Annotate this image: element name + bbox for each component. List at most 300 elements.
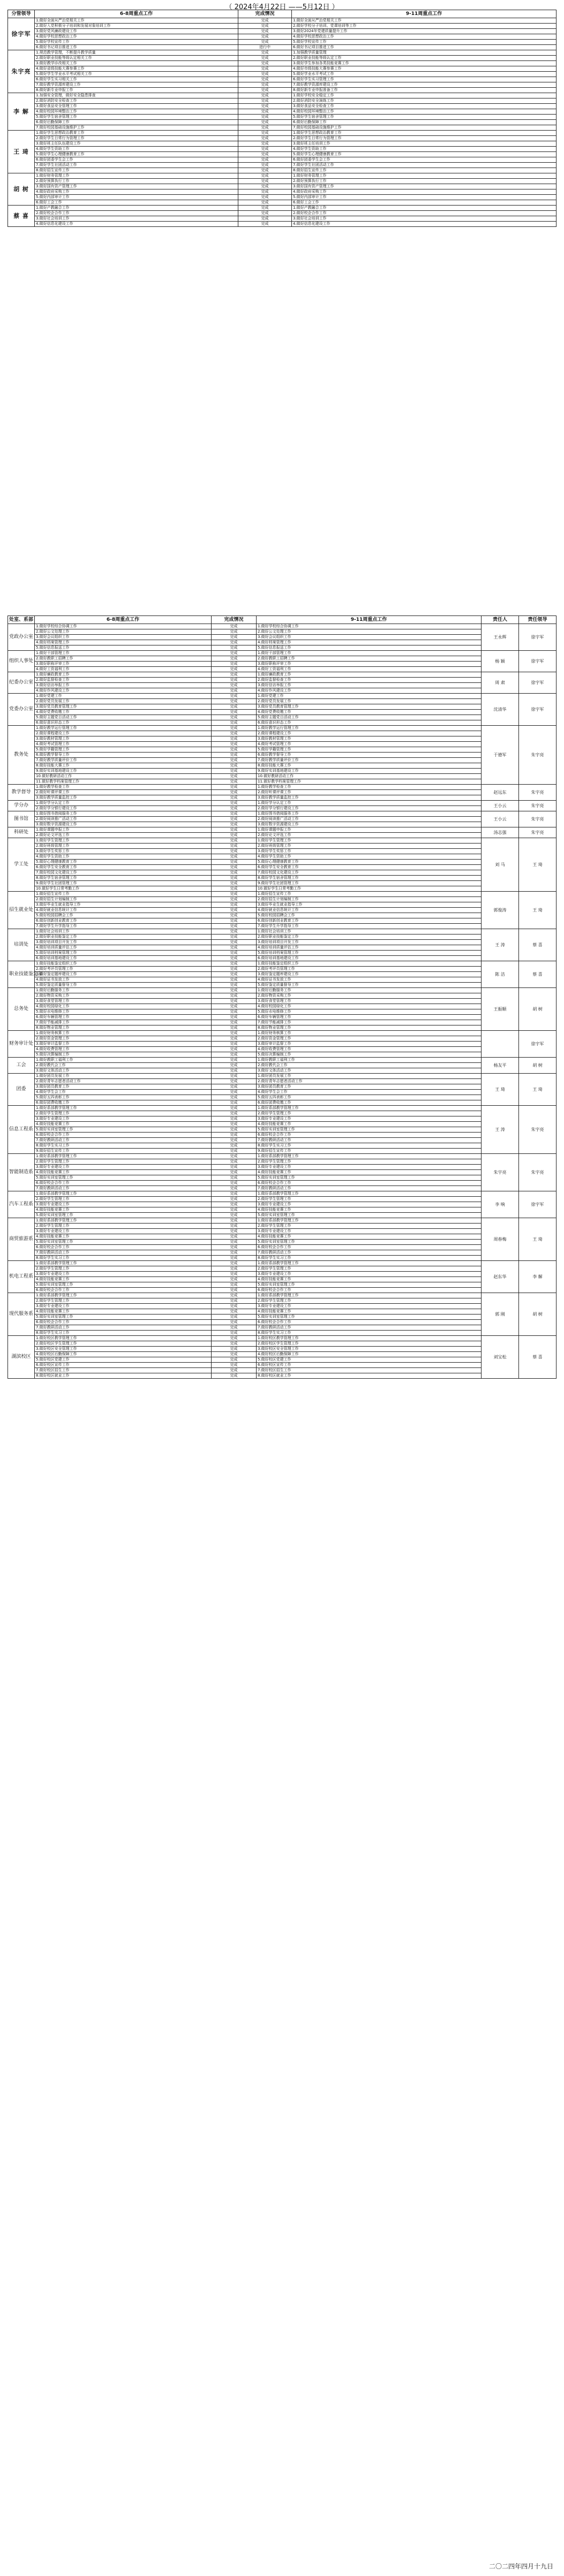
department-name: 纪委办公室 [8, 672, 35, 694]
task-weeks-9-11: 6.做好校企合作工作 [257, 1320, 482, 1325]
task-status: 完成 [212, 785, 257, 790]
task-weeks-6-8: 3.做好审计监督工作 [35, 1042, 212, 1047]
task-weeks-9-11: 7.做好学生升学指导工作 [257, 924, 482, 929]
task-weeks-9-11: 9.做好实训基地建设工作 [257, 769, 482, 774]
task-weeks-9-11: 3.做好信访举报工作 [257, 683, 482, 688]
task-weeks-6-8: 1.做好党建工作 [35, 694, 212, 699]
table-row [8, 951, 557, 956]
table-row [8, 694, 557, 699]
task-status: 完成 [212, 694, 257, 699]
leader-in-charge: 胡 树 [519, 988, 557, 1031]
table-row [8, 1368, 557, 1373]
table-row [8, 967, 557, 972]
leader-in-charge: 徐宇军 [519, 1191, 557, 1218]
table-row [8, 672, 557, 678]
table-row [8, 120, 557, 125]
task-weeks-9-11: 6.做好校企合作工作 [257, 1133, 482, 1138]
task-weeks-6-8: 10.做好学生日常考勤工作 [35, 886, 212, 892]
table-row [8, 1341, 557, 1347]
task-weeks-6-8: 2.做好学生管理工作 [35, 1266, 212, 1272]
table-row [8, 629, 557, 635]
task-weeks-6-8: 4.做好学校思想政治工作 [35, 34, 238, 40]
task-weeks-9-11: 2.做好学生管理工作 [257, 1298, 482, 1304]
table-row [8, 1191, 557, 1197]
task-weeks-9-11: 9.做好学生社团管理工作 [257, 881, 482, 886]
task-weeks-6-8: 5.做好五四表彰工作 [35, 1095, 212, 1100]
task-weeks-6-8: 6.做好校企合作工作 [35, 1245, 212, 1250]
table-row [8, 833, 557, 838]
task-weeks-6-8: 5.做好信息报送工作 [35, 645, 212, 651]
task-weeks-9-11: 7.做好校园文化建设工作 [257, 870, 482, 876]
task-weeks-6-8: 5.做好实训室管理工作 [35, 1127, 212, 1133]
table-row [8, 790, 557, 795]
task-status: 完成 [212, 811, 257, 817]
table-row [8, 1090, 557, 1095]
task-weeks-9-11: 1.做好技能鉴定组织工作 [257, 961, 482, 967]
task-status: 完成 [212, 1090, 257, 1095]
person-in-charge: 郭 刚 [482, 1293, 519, 1336]
table-row [8, 163, 557, 168]
task-weeks-9-11: 1.做好学校综合协调工作 [257, 624, 482, 629]
task-weeks-6-8: 2.做好党员发展工作 [35, 699, 212, 704]
task-weeks-6-8: 5.做好学生心理健康教育工作 [35, 152, 238, 157]
table-row [8, 1240, 557, 1245]
table-row [8, 918, 557, 924]
task-status: 完成 [238, 125, 292, 131]
table-row [8, 1261, 557, 1266]
task-weeks-6-8: 2.做好班级管理工作 [35, 844, 212, 849]
table-row [8, 1298, 557, 1304]
task-weeks-9-11: 1.做好校区教学管理工作 [257, 1336, 482, 1341]
person-in-charge: 郭俊涛 [482, 892, 519, 929]
task-weeks-9-11: 3.做好校区安全管理工作 [257, 1347, 482, 1352]
task-weeks-6-8: 6.做好学生安全教育工作 [35, 865, 212, 870]
task-weeks-6-8: 2.做好资金管理工作 [35, 1036, 212, 1042]
task-status: 完成 [212, 736, 257, 742]
task-status: 完成 [212, 1079, 257, 1084]
task-weeks-6-8: 10.做好教研活动工作 [35, 774, 212, 779]
table-row [8, 168, 557, 173]
task-status: 完成 [212, 726, 257, 731]
person-in-charge [482, 1031, 519, 1058]
task-weeks-9-11: 3.做好专业建设工作 [257, 1202, 482, 1207]
task-status: 完成 [212, 838, 257, 844]
table-row [8, 774, 557, 779]
table-row [8, 147, 557, 152]
task-weeks-9-11: 5.做好实训室管理工作 [257, 1175, 482, 1181]
task-weeks-9-11: 1.做好教职工福利工作 [257, 1058, 482, 1063]
task-status: 完成 [212, 822, 257, 827]
task-status: 完成 [212, 1197, 257, 1202]
task-status: 完成 [212, 704, 257, 710]
task-weeks-6-8: 7.做好教研活动工作 [35, 1186, 212, 1191]
department-name: 图书馆 [8, 811, 35, 827]
task-weeks-9-11: 7.做好教研活动工作 [257, 1250, 482, 1256]
task-weeks-9-11: 2.做好职业技能鉴定工作 [257, 934, 482, 940]
task-status: 完成 [212, 662, 257, 667]
leader-in-charge: 胡 树 [519, 1293, 557, 1336]
task-weeks-9-11: 10.做好学生日常考勤工作 [257, 886, 482, 892]
task-status: 完成 [212, 1063, 257, 1068]
task-status: 完成 [238, 184, 292, 189]
task-status: 完成 [212, 1122, 257, 1127]
task-weeks-9-11: 2.做好考评员管理工作 [257, 967, 482, 972]
task-weeks-6-8: 3.做好专业建设工作 [35, 1165, 212, 1170]
task-status: 完成 [238, 24, 292, 29]
task-status: 完成 [212, 1331, 257, 1336]
table-row [8, 1079, 557, 1084]
table-row [8, 1245, 557, 1250]
table-row [8, 720, 557, 726]
task-weeks-6-8: 7.做好教研活动工作 [35, 1250, 212, 1256]
table-row [8, 189, 557, 195]
task-status: 完成 [212, 972, 257, 977]
table-row [8, 216, 557, 222]
task-weeks-9-11: 6.做好校区宣传工作 [257, 1363, 482, 1368]
table-row [8, 1218, 557, 1224]
task-weeks-9-11: 1.做好学生思想政治教育工作 [292, 131, 557, 136]
table-row [8, 736, 557, 742]
table-row [8, 1068, 557, 1074]
task-weeks-9-11: 3.做好专业建设工作 [257, 1116, 482, 1122]
task-weeks-6-8: 2.做好校区学生管理工作 [35, 1341, 212, 1347]
table-row [8, 827, 557, 833]
leader-in-charge: 王 琦 [519, 1218, 557, 1261]
task-status: 完成 [212, 945, 257, 951]
table-row [8, 61, 557, 66]
leader-in-charge: 朱宇亮 [519, 827, 557, 838]
leader-in-charge: 徐宇军 [519, 624, 557, 651]
table-row [8, 222, 557, 227]
task-weeks-6-8: 8.做好新专业申报工作 [35, 88, 238, 93]
task-status: 完成 [212, 688, 257, 694]
table-row [8, 683, 557, 688]
task-status: 完成 [238, 34, 292, 40]
task-status: 完成 [212, 999, 257, 1004]
task-weeks-6-8: 2.做好学分银行建设工作 [35, 806, 212, 811]
table-row [8, 1036, 557, 1042]
task-status: 完成 [212, 683, 257, 688]
task-weeks-9-11: 1.做好教学检查工作 [257, 785, 482, 790]
task-weeks-6-8: 4.做好技能竞赛工作 [35, 1170, 212, 1175]
task-weeks-9-11: 2.做好校区学生管理工作 [257, 1341, 482, 1347]
task-weeks-6-8: 2.做好预算执行工作 [35, 179, 238, 184]
task-weeks-6-8: 5.做好校园招聘会工作 [35, 913, 212, 918]
table-row [8, 651, 557, 656]
table-row [8, 1170, 557, 1175]
task-status: 完成 [238, 40, 292, 45]
task-status: 完成 [212, 1282, 257, 1288]
task-status: 完成 [238, 222, 292, 227]
task-weeks-6-8: 7.做好教研活动工作 [35, 1138, 212, 1143]
task-weeks-6-8: 2.做好职业技能鉴定工作 [35, 934, 212, 940]
table-row [8, 758, 557, 763]
task-weeks-9-11: 5.做好心理健康教育工作 [257, 860, 482, 865]
table-row [8, 844, 557, 849]
table-row [8, 88, 557, 93]
task-weeks-6-8: 4.做好信息化建设工作 [35, 222, 238, 227]
task-status: 完成 [212, 645, 257, 651]
person-in-charge: 王振顺 [482, 988, 519, 1031]
table-row [8, 956, 557, 961]
task-weeks-6-8: 1.做好学生管理工作 [35, 838, 212, 844]
task-weeks-9-11: 1.做好教学运行管理工作 [257, 726, 482, 731]
header-weeks-6-8: 6-8周重点工作 [35, 10, 238, 18]
table-row [8, 624, 557, 629]
task-status: 完成 [238, 109, 292, 115]
task-weeks-9-11: 6.做好团委学生会工作 [292, 157, 557, 163]
task-status: 完成 [212, 1143, 257, 1149]
table-header-row [8, 616, 557, 624]
task-weeks-9-11: 4.做好技能竞赛工作 [257, 1277, 482, 1282]
task-weeks-6-8: 1.做好系部教学管理工作 [35, 1191, 212, 1197]
task-status: 完成 [212, 1325, 257, 1331]
task-status: 完成 [212, 1245, 257, 1250]
header-leader: 分管领导 [8, 10, 35, 18]
table-row [8, 1133, 557, 1138]
task-weeks-9-11: 2.做好监督检查工作 [257, 678, 482, 683]
task-weeks-6-8: 5.做好决算编制工作 [35, 1052, 212, 1058]
task-weeks-9-11: 6.做好车辆管理工作 [257, 1015, 482, 1020]
task-weeks-9-11: 2.做好党员发展工作 [257, 699, 482, 704]
task-status: 完成 [212, 720, 257, 726]
task-weeks-6-8: 4.做好校园环境整治工作 [35, 109, 238, 115]
task-weeks-9-11: 4.做好证书发放工作 [257, 977, 482, 983]
task-weeks-9-11: 1.做好系部教学管理工作 [257, 1154, 482, 1159]
task-status: 完成 [212, 769, 257, 774]
task-weeks-6-8: 4.做好收费管理工作 [35, 1047, 212, 1052]
task-weeks-9-11: 5.做好信息报送工作 [257, 645, 482, 651]
leader-in-charge: 朱宇亮 [519, 1106, 557, 1154]
task-weeks-6-8: 6.做好车辆管理工作 [35, 1015, 212, 1020]
task-weeks-9-11: 4.做好学校思想政治工作 [292, 34, 557, 40]
table-row [8, 77, 557, 82]
task-weeks-6-8: 8.做好招生宣传工作 [35, 168, 238, 173]
task-weeks-6-8: 7.做好教学质量评价工作 [35, 758, 212, 763]
task-status: 完成 [212, 1074, 257, 1079]
task-weeks-9-11: 1.做好学生管理工作 [257, 838, 482, 844]
task-weeks-9-11: 5.做好学生宿舍管理工作 [292, 115, 557, 120]
task-weeks-9-11: 6.做好创新创业教育工作 [257, 918, 482, 924]
task-weeks-9-11: 8.做好招生宣传工作 [292, 168, 557, 173]
task-status: 完成 [212, 1336, 257, 1341]
task-weeks-9-11: 4.做好考试管理工作 [257, 742, 482, 747]
table-row [8, 753, 557, 758]
task-status: 完成 [212, 747, 257, 753]
task-weeks-6-8: 1.做好课题申报工作 [35, 827, 212, 833]
task-weeks-6-8: 2.做好教职工招聘工作 [35, 656, 212, 662]
task-weeks-6-8: 1.做好技能鉴定组织工作 [35, 961, 212, 967]
task-status: 完成 [212, 1042, 257, 1047]
table-row [8, 645, 557, 651]
task-weeks-9-11: 3.做好党员教育管理工作 [257, 704, 482, 710]
task-status: 完成 [212, 1159, 257, 1165]
task-weeks-6-8: 1.做好系部教学管理工作 [35, 1106, 212, 1111]
task-weeks-9-11: 3.做好鉴定题库建设工作 [257, 972, 482, 977]
task-weeks-6-8: 2.做好学生管理工作 [35, 1298, 212, 1304]
task-weeks-6-8: 3.做好专业建设工作 [35, 1202, 212, 1207]
task-weeks-9-11: 3.做好数字资源建设工作 [257, 822, 482, 827]
table-row [8, 1009, 557, 1015]
task-status: 完成 [212, 1304, 257, 1309]
task-status: 完成 [212, 1068, 257, 1074]
department-name: 学工处 [8, 838, 35, 892]
table-row [8, 769, 557, 774]
header-status: 完成情况 [238, 10, 292, 18]
task-status: 完成 [212, 1181, 257, 1186]
task-status: 完成 [212, 779, 257, 785]
table-row [8, 1272, 557, 1277]
leader-in-charge: 蔡 喜 [519, 961, 557, 988]
task-status: 完成 [212, 1186, 257, 1191]
task-status: 完成 [212, 1272, 257, 1277]
table-row [8, 1100, 557, 1106]
task-status: 完成 [238, 211, 292, 216]
task-weeks-6-8: 4.做好政府采购工作 [35, 189, 238, 195]
leader-in-charge: 王 琦 [519, 1074, 557, 1106]
person-in-charge: 杨 颖 [482, 651, 519, 672]
task-weeks-9-11: 8.做好新专业申报准备工作 [292, 88, 557, 93]
table-row [8, 860, 557, 865]
task-status: 完成 [212, 1170, 257, 1175]
task-status: 完成 [212, 860, 257, 865]
task-weeks-6-8: 3.做好党员教育管理工作 [35, 704, 212, 710]
task-weeks-6-8: 3.做好专业建设工作 [35, 1116, 212, 1122]
task-status: 完成 [212, 1293, 257, 1298]
task-weeks-9-11: 1.做好干部管理工作 [257, 651, 482, 656]
task-status: 完成 [212, 699, 257, 704]
task-weeks-6-8: 3.做好专业建设工作 [35, 1304, 212, 1309]
table-row [8, 801, 557, 806]
table-row [8, 924, 557, 929]
task-weeks-9-11: 3.做好文体活动工作 [257, 1068, 482, 1074]
leader-in-charge: 胡 树 [519, 1058, 557, 1074]
table-row [8, 678, 557, 683]
task-weeks-6-8: 2.做好学生管理工作 [35, 1159, 212, 1165]
table-row [8, 184, 557, 189]
table-row [8, 913, 557, 918]
table-row [8, 999, 557, 1004]
table-row [8, 838, 557, 844]
task-status: 完成 [212, 624, 257, 629]
task-weeks-9-11: 1.做好全面从严治党相关工作 [292, 18, 557, 24]
task-status: 完成 [212, 1309, 257, 1314]
task-status: 完成 [212, 1133, 257, 1138]
table-row [8, 865, 557, 870]
task-weeks-6-8: 1.做好招生宣传工作 [35, 892, 212, 897]
department-name: 教务处 [8, 726, 35, 785]
task-weeks-9-11: 5.做好决算编制工作 [257, 1052, 482, 1058]
task-weeks-9-11: 1.做好图书借阅服务工作 [257, 811, 482, 817]
table-row [8, 211, 557, 216]
table-row [8, 1282, 557, 1288]
task-weeks-9-11: 1.做好社会培训工作 [257, 929, 482, 934]
task-status: 完成 [238, 120, 292, 125]
task-status: 完成 [212, 1191, 257, 1197]
task-weeks-9-11: 2.做好教代会工作 [257, 1063, 482, 1068]
task-weeks-6-8: 4.做好党费收缴工作 [35, 710, 212, 715]
task-weeks-9-11: 5.做好实训室管理工作 [257, 1314, 482, 1320]
task-status: 完成 [212, 929, 257, 934]
task-status: 完成 [212, 1052, 257, 1058]
task-weeks-6-8: 4.做好考试管理工作 [35, 742, 212, 747]
table-row [8, 1213, 557, 1218]
department-name: 机电工程系 [8, 1261, 35, 1293]
task-weeks-6-8: 5.做好培训档案管理工作 [35, 951, 212, 956]
table-row [8, 731, 557, 736]
task-status: 完成 [212, 865, 257, 870]
task-weeks-6-8: 3.做好校区安全管理工作 [35, 1347, 212, 1352]
table-row [8, 908, 557, 913]
leader-name: 李 解 [8, 93, 35, 131]
task-weeks-6-8: 4.做好工资福利工作 [35, 667, 212, 672]
task-weeks-9-11: 1.做好系部教学管理工作 [257, 1191, 482, 1197]
table-row [8, 1154, 557, 1159]
task-weeks-9-11: 3.做好团员教育工作 [257, 1084, 482, 1090]
table-row [8, 1277, 557, 1282]
task-weeks-9-11: 5.做好学生心理健康教育工作 [292, 152, 557, 157]
table-row [8, 136, 557, 141]
task-weeks-6-8: 3.做好教学质量监控工作 [35, 795, 212, 801]
table-row [8, 961, 557, 967]
task-weeks-9-11: 5.做好水电维修工作 [257, 1009, 482, 1015]
task-weeks-9-11: 2.做好学生管理工作 [257, 1159, 482, 1165]
task-weeks-9-11: 3.做好专业建设工作 [257, 1229, 482, 1234]
task-weeks-9-11: 3.做好会议组织工作 [257, 635, 482, 640]
task-weeks-6-8: 6.做好校企合作工作 [35, 1320, 212, 1325]
task-status: 完成 [212, 1036, 257, 1042]
table-row [8, 688, 557, 694]
task-weeks-6-8: 7.做好校园文化建设工作 [35, 870, 212, 876]
task-status: 完成 [238, 131, 292, 136]
task-status: 完成 [212, 672, 257, 678]
task-weeks-9-11: 1.加强教学质量管理 [292, 50, 557, 56]
task-weeks-6-8: 6.做好校企合作工作 [35, 1133, 212, 1138]
date-range: （ 2024年4月22日 ——5月12日 ） [225, 3, 339, 11]
task-status: 完成 [212, 1058, 257, 1063]
task-weeks-6-8: 5.做好主题党日活动工作 [35, 715, 212, 720]
task-status: 完成 [212, 1218, 257, 1224]
task-status: 完成 [212, 1357, 257, 1363]
person-in-charge: 沈清华 [482, 694, 519, 726]
task-weeks-6-8: 1.做好系部教学管理工作 [35, 1218, 212, 1224]
task-weeks-6-8: 3.做好信访举报工作 [35, 683, 212, 688]
task-status: 完成 [212, 918, 257, 924]
task-status: 完成 [212, 1095, 257, 1100]
table-row [8, 822, 557, 827]
person-in-charge: 周春梅 [482, 1218, 519, 1261]
table-row [8, 1347, 557, 1352]
table-row [8, 667, 557, 672]
task-weeks-9-11: 4.做好党费收缴工作 [257, 710, 482, 715]
task-weeks-9-11: 1.做好财务核算工作 [257, 1031, 482, 1036]
task-weeks-9-11: 3.做好食堂管理工作 [257, 999, 482, 1004]
task-weeks-9-11: 4.做好学生资助工作 [292, 147, 557, 152]
task-status: 完成 [212, 806, 257, 811]
task-weeks-9-11: 4.做好技能竞赛工作 [257, 1170, 482, 1175]
table-row [8, 892, 557, 897]
task-status: 完成 [238, 157, 292, 163]
person-in-charge: 汤志强 [482, 827, 519, 838]
department-name: 培训处 [8, 929, 35, 961]
table-row [8, 1111, 557, 1116]
leader-in-charge: 蔡 喜 [519, 1336, 557, 1379]
table-row [8, 1363, 557, 1368]
task-weeks-6-8: 6.做好校企合作工作 [35, 1288, 212, 1293]
task-status: 完成 [212, 817, 257, 822]
table-row [8, 726, 557, 731]
task-weeks-9-11: 7.做好学生社团活动工作 [292, 163, 557, 168]
